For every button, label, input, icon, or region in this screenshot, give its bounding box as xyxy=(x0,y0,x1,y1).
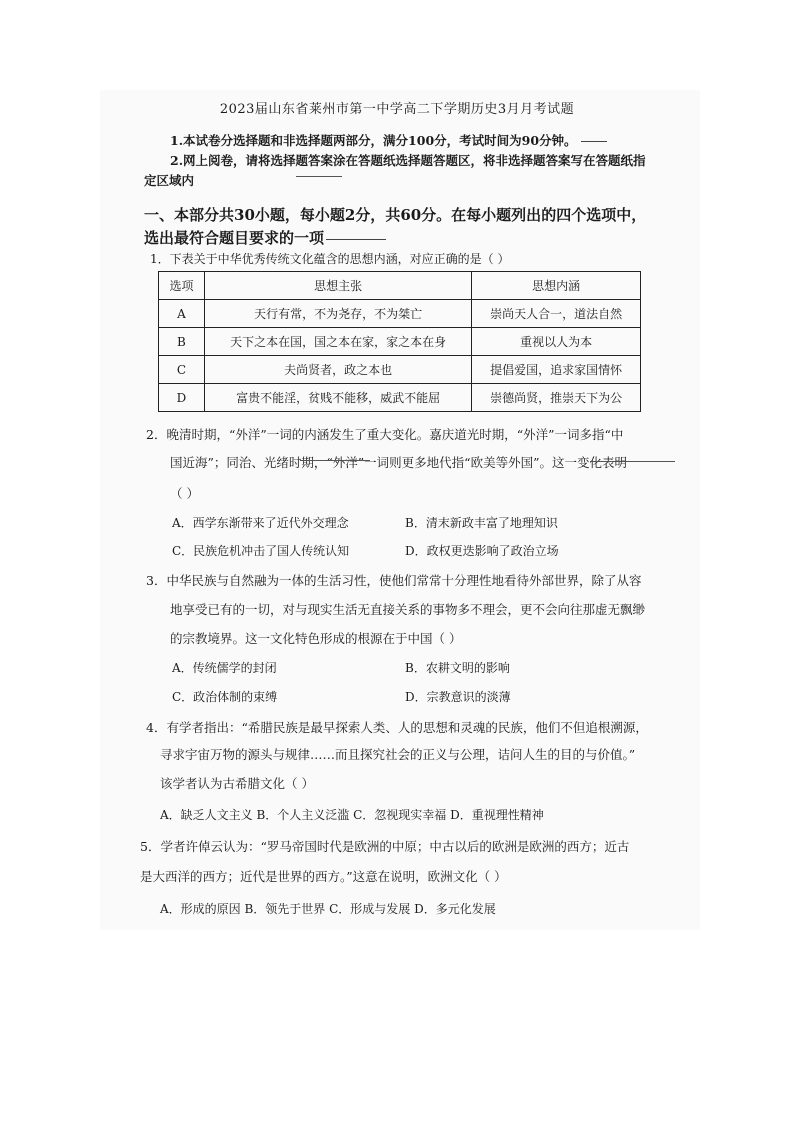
notice-line-1-text: 1.本试卷分选择题和非选择题两部分，满分100分，考试时间为90分钟。 xyxy=(170,133,577,148)
q2-option-c: C．民族危机冲击了国人传统认知 xyxy=(172,544,350,558)
q2-line-1: 2．晚清时期，“外洋”一词的内涵发生了重大变化。嘉庆道光时期，“外洋”一词多指“中 xyxy=(146,427,624,442)
cell-idea: 天下之本在国，国之本在家，家之本在身 xyxy=(204,328,471,356)
page-title: 2023届山东省莱州市第一中学高二下学期历史3月月考试题 xyxy=(219,102,575,117)
section-heading-line-2 xyxy=(144,227,386,248)
pen-scribble xyxy=(296,176,342,177)
section-heading-line-2-text: 选出最符合题目要求的一项 xyxy=(144,229,325,247)
pen-strike xyxy=(590,461,675,462)
cell-meaning: 提倡爱国，追求家国情怀 xyxy=(472,356,641,384)
q1-table xyxy=(158,271,641,412)
table-row xyxy=(159,356,641,384)
q2-option-d: D．政权更迭影响了政治立场 xyxy=(405,544,559,558)
q4-options: A．缺乏人文主义 B．个人主义泛滥 C．忽视现实幸福 D．重视理性精神 xyxy=(160,808,544,822)
q2-option-a: A．西学东渐带来了近代外交理念 xyxy=(172,516,349,530)
notice-line-2a: 2.网上阅卷，请将选择题答案涂在答题纸选择题答题区，将非选择题答案写在答题纸指 xyxy=(170,153,646,168)
q3-option-b: B．农耕文明的影响 xyxy=(405,661,510,675)
q2-line-3: （ ） xyxy=(170,486,199,501)
cell-option: C xyxy=(159,356,205,384)
header-option: 选项 xyxy=(159,272,205,300)
q2-line-2: 国近海”；同治、光绪时期，“外洋”一词则更多地代指“欧美等外国”。这一变化表明 xyxy=(170,455,627,470)
table-row xyxy=(159,328,641,356)
cell-idea: 夫尚贤者，政之本也 xyxy=(204,356,471,384)
q4-line-3: 该学者认为古希腊文化（ ） xyxy=(160,776,314,791)
cell-option: D xyxy=(159,384,205,412)
header-idea: 思想主张 xyxy=(204,272,471,300)
q2-option-b: B．清末新政丰富了地理知识 xyxy=(405,516,558,530)
table-row xyxy=(159,300,641,328)
q3-option-c: C．政治体制的束缚 xyxy=(172,690,278,704)
notice-line-1 xyxy=(170,131,607,149)
q5-line-1: 5．学者许倬云认为：“罗马帝国时代是欧洲的中原；中古以后的欧洲是欧洲的西方；近古 xyxy=(140,839,630,854)
q5-options: A．形成的原因 B．领先于世界 C．形成与发展 D．多元化发展 xyxy=(160,902,496,916)
q3-line-2: 地享受已有的一切，对与现实生活无直接关系的事物多不理会，更不会向往那虚无飘缈 xyxy=(170,602,646,617)
table-header-row xyxy=(159,272,641,300)
q3-option-d: D．宗教意识的淡薄 xyxy=(405,690,511,704)
q3-option-a: A．传统儒学的封闭 xyxy=(172,661,277,675)
pen-dash xyxy=(581,141,607,142)
q3-line-1: 3．中华民族与自然融为一体的生活习性，使他们常常十分理性地看待外部世界，除了从容 xyxy=(146,573,642,588)
cell-idea: 富贵不能淫，贫贱不能移，威武不能屈 xyxy=(204,384,471,412)
q1-stem: 1．下表关于中华优秀传统文化蕴含的思想内涵，对应正确的是（ ） xyxy=(150,252,510,266)
cell-meaning: 崇尚天人合一，道法自然 xyxy=(472,300,641,328)
cell-option: B xyxy=(159,328,205,356)
answer-blank xyxy=(326,239,386,240)
header-meaning: 思想内涵 xyxy=(472,272,641,300)
section-heading-line-1: 一、本部分共30小题，每小题2分，共60分。在每小题列出的四个选项中， xyxy=(144,206,647,224)
pen-strike xyxy=(300,460,370,461)
cell-idea: 天行有常，不为尧存，不为桀亡 xyxy=(204,300,471,328)
cell-option: A xyxy=(159,300,205,328)
q4-line-2: 寻求宇宙万物的源头与规律……而且探究社会的正义与公理，诘问人生的目的与价值。” xyxy=(160,747,636,762)
notice-line-2b: 定区域内 xyxy=(144,173,195,188)
q3-line-3: 的宗教境界。这一文化特色形成的根源在于中国（ ） xyxy=(170,631,462,646)
q4-line-1: 4．有学者指出：“希腊民族是最早探索人类、人的思想和灵魂的民族，他们不但追根溯源， xyxy=(146,720,648,735)
cell-meaning: 崇德尚贤，推崇天下为公 xyxy=(472,384,641,412)
table-row xyxy=(159,384,641,412)
cell-meaning: 重视以人为本 xyxy=(472,328,641,356)
q5-line-2: 是大西洋的西方；近代是世界的西方。”这意在说明，欧洲文化（ ） xyxy=(140,869,507,884)
